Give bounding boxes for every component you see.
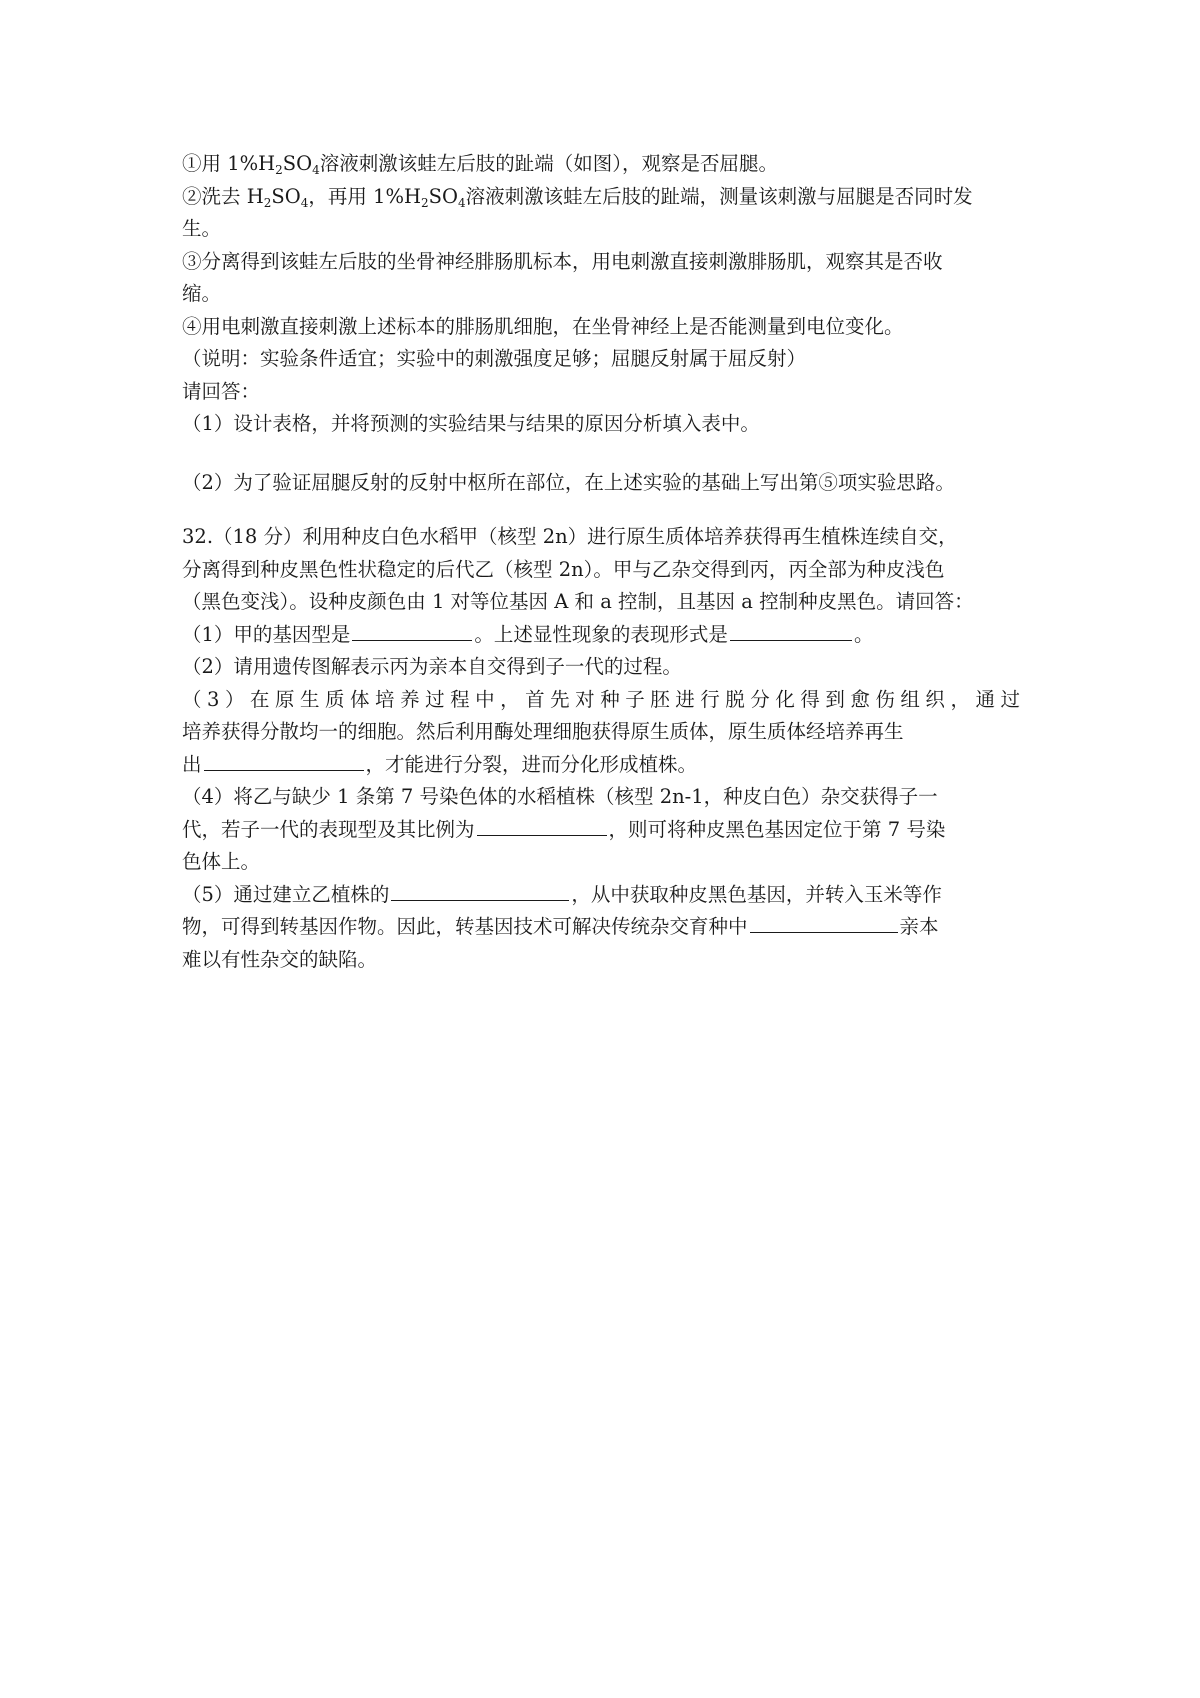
document-body [182,148,1020,976]
q32-intro-2: 分离得到种皮黑色性状稳定的后代乙（核型 2n）。甲与乙杂交得到丙，丙全部为种皮浅色 [182,557,945,581]
q32-part-3-line1: （3）在原生质体培养过程中，首先对种子胚进行脱分化得到愈伤组织，通过 [182,687,1020,711]
step-2-cont: 生。 [182,217,222,240]
answer-prompt: 请回答： [182,379,261,403]
q32-part-4-line3: 色体上。 [182,850,261,873]
q32-part-5-line2: 物，可得到转基因作物。因此，转基因技术可解决传统杂交育种中 亲本 [182,911,1020,944]
q32-part-3-line3: 出 ，才能进行分裂，进而分化形成植株。 [182,749,1020,782]
step-3-cont: 缩。 [182,282,222,305]
answer-blank-genotype[interactable] [352,619,472,641]
note: （说明：实验条件适宜；实验中的刺激强度足够；屈腿反射属于屈反射） [182,347,807,370]
question-2: （2）为了验证屈腿反射的反射中枢所在部位，在上述实验的基础上写出第⑤项实验思路。 [182,470,955,494]
q32-part-4-line2: 代，若子一代的表现型及其比例为 ，则可将种皮黑色基因定位于第 7 号染 [182,814,1020,847]
q32-part-3-line2: 培养获得分散均一的细胞。然后利用酶处理细胞获得原生质体，原生质体经培养再生 [182,720,904,743]
answer-blank-phenotype-ratio[interactable] [477,814,607,836]
step-4: ④用电刺激直接刺激上述标本的腓肠肌细胞，在坐骨神经上是否能测量到电位变化。 [182,314,904,338]
question-1: （1）设计表格，并将预测的实验结果与结果的原因分析填入表中。 [182,412,760,435]
q32-part-1: （1）甲的基因型是 。上述显性现象的表现形式是 。 [182,619,1020,652]
q32-part-4-line1: （4）将乙与缺少 1 条第 7 号染色体的水稻植株（核型 2n-1，种皮白色）杂交获得子一 [182,785,938,808]
q32-part-5-line3: 难以有性杂交的缺陷。 [182,947,378,971]
answer-blank-gene-library[interactable] [391,879,569,901]
q32-part-5-line1: （5）通过建立乙植株的 ，从中获取种皮黑色基因，并转入玉米等作 [182,879,1020,912]
q32-intro-3: （黑色变浅）。设种皮颜色由 1 对等位基因 A 和 a 控制，且基因 a 控制种皮黑色。请回答： [182,590,974,613]
step-1: ①用 $1\%H_2SO_4$溶液刺激该蛙左后肢的趾端（如图），观察是否屈腿。 [182,152,779,177]
answer-blank-distant-species[interactable] [750,911,898,933]
step-3: ③分离得到该蛙左后肢的坐骨神经腓肠肌标本，用电刺激直接刺激腓肠肌，观察其是否收 [182,249,943,273]
step-2: ②洗去 $H_2SO_4$，再用 $1\%H_2SO_4$溶液刺激该蛙左后肢的趾端，测量该刺激与屈腿是否同时发 [182,184,973,210]
answer-blank-dominance-form[interactable] [730,619,852,641]
answer-blank-cell-wall[interactable] [204,749,364,771]
q32-intro-1: 32.（18 分）利用种皮白色水稻甲（核型 2n）进行原生质体培养获得再生植株连续自交， [182,525,958,548]
q32-part-2: （2）请用遗传图解表示丙为亲本自交得到子一代的过程。 [182,655,682,678]
